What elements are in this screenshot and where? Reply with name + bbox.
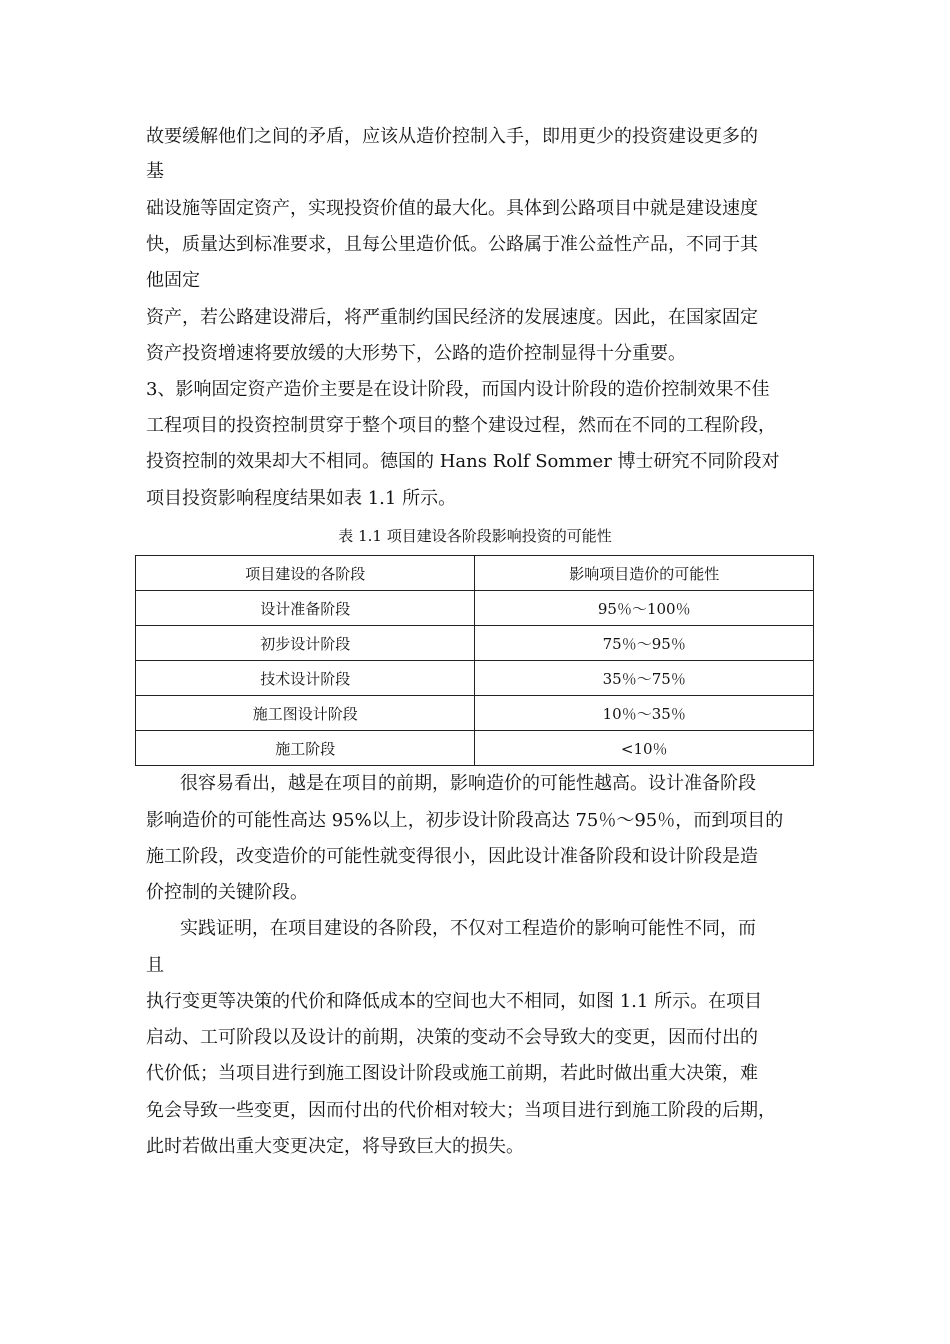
table-cell-possibility: 95％～100％	[475, 591, 814, 626]
paragraph-line: 此时若做出重大变更决定，将导致巨大的损失。	[146, 1136, 524, 1157]
paragraph-line: 资产，若公路建设滞后，将严重制约国民经济的发展速度。因此，在国家固定	[146, 307, 758, 328]
paragraph-line: 快，质量达到标准要求，且每公里造价低。公路属于准公益性产品，不同于其	[146, 234, 758, 255]
table-cell-stage: 施工图设计阶段	[136, 696, 475, 731]
paragraph-line: 实践证明，在项目建设的各阶段，不仅对工程造价的影响可能性不同，而	[180, 918, 756, 939]
table-caption: 表 1.1 项目建设各阶段影响投资的可能性	[338, 527, 612, 545]
table-cell-possibility: 75％～95％	[475, 626, 814, 661]
table-cell-stage: 设计准备阶段	[136, 591, 475, 626]
paragraph-line: 执行变更等决策的代价和降低成本的空间也大不相同，如图 1.1 所示。在项目	[146, 991, 763, 1012]
paragraph-line: 很容易看出，越是在项目的前期，影响造价的可能性越高。设计准备阶段	[180, 773, 756, 794]
table-header-cell: 影响项目造价的可能性	[475, 556, 814, 591]
paragraph-line: 价控制的关键阶段。	[146, 882, 308, 903]
paragraph-line: 3、影响固定资产造价主要是在设计阶段，而国内设计阶段的造价控制效果不佳	[146, 379, 770, 400]
table-cell-stage: 施工阶段	[136, 731, 475, 766]
paragraph-line: 基	[146, 161, 164, 182]
table-row	[136, 626, 814, 661]
table-cell-possibility: 10％～35％	[475, 696, 814, 731]
table-header-row	[136, 556, 814, 591]
paragraph-line: 项目投资影响程度结果如表 1.1 所示。	[146, 488, 457, 509]
table-row	[136, 731, 814, 766]
table-header-cell: 项目建设的各阶段	[136, 556, 475, 591]
paragraph-line: 且	[146, 955, 164, 976]
paragraph-line: 启动、工可阶段以及设计的前期，决策的变动不会导致大的变更，因而付出的	[146, 1027, 758, 1048]
paragraph-line: 施工阶段，改变造价的可能性就变得很小，因此设计准备阶段和设计阶段是造	[146, 846, 758, 867]
paragraph-line: 资产投资增速将要放缓的大形势下，公路的造价控制显得十分重要。	[146, 343, 686, 364]
table-cell-possibility: 35％～75％	[475, 661, 814, 696]
table-cell-possibility: <10％	[475, 731, 814, 766]
paragraph-line: 代价低；当项目进行到施工图设计阶段或施工前期，若此时做出重大决策，难	[146, 1063, 758, 1084]
table-row	[136, 591, 814, 626]
table-cell-stage: 技术设计阶段	[136, 661, 475, 696]
paragraph-line: 故要缓解他们之间的矛盾，应该从造价控制入手，即用更少的投资建设更多的	[146, 126, 758, 147]
table-row	[136, 696, 814, 731]
table-row	[136, 661, 814, 696]
paragraph-line: 础设施等固定资产，实现投资价值的最大化。具体到公路项目中就是建设速度	[146, 198, 758, 219]
table-cell-stage: 初步设计阶段	[136, 626, 475, 661]
paragraph-line: 免会导致一些变更，因而付出的代价相对较大；当项目进行到施工阶段的后期，	[146, 1100, 776, 1121]
paragraph-line: 投资控制的效果却大不相同。德国的 Hans Rolf Sommer 博士研究不同阶段对	[146, 451, 780, 472]
paragraph-line: 工程项目的投资控制贯穿于整个项目的整个建设过程，然而在不同的工程阶段，	[146, 415, 776, 436]
stage-influence-table	[135, 555, 814, 766]
paragraph-line: 影响造价的可能性高达 95%以上，初步设计阶段高达 75％～95％，而到项目的	[146, 810, 784, 831]
paragraph-line: 他固定	[146, 270, 200, 291]
